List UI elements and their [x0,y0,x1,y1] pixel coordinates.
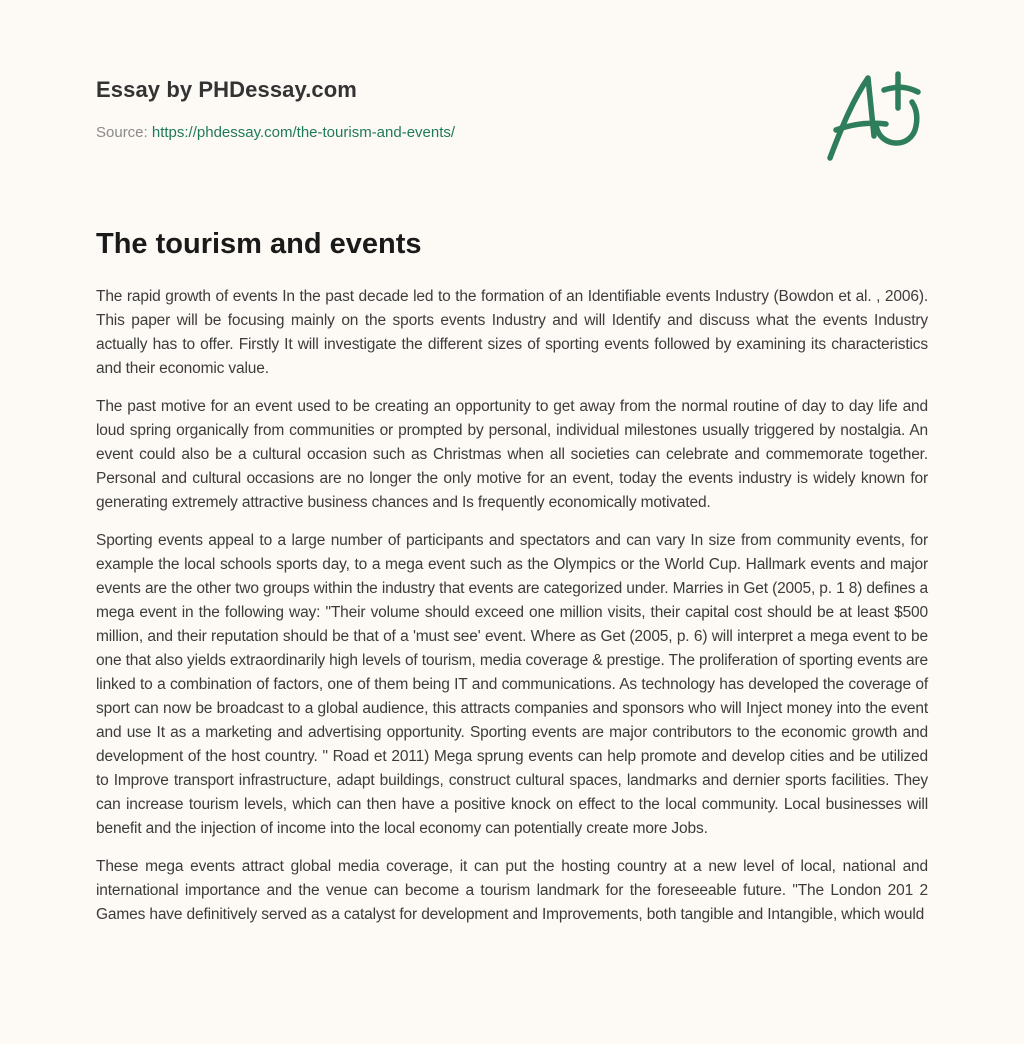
essay-title: The tourism and events [96,228,422,260]
essay-paragraph: Sporting events appeal to a large number of participants and spectators and can vary In size from community events, for example the local schools sports day, to a mega event such as the Olympics or the World Cup. Hallmark events and major events are the other two groups within the industry that events are categorized under. Marries in Get (2005, p. 1 8) defines a mega event in the following way: "Their volume should exceed one million visits, their capital cost should be at least $500 million, and their reputation should be that of a 'must see' event. Where as Get (2005, p. 6) will interpret a mega event to be one that also yields extraordinarily high levels of tourism, media coverage & prestige. The proliferation of sporting events are linked to a combination of factors, one of them being IT and communications. As technology has developed the coverage of sport can now be broadcast to a global audience, this attracts companies and sponsors who will Inject money into the event and use It as a marketing and advertising opportunity. Sporting events are major contributors to the economic growth and development of the host country. " Road et 2011) Mega sprung events can help promote and develop cities and be utilized to Improve transport infrastructure, adapt buildings, construct cultural spaces, landmarks and dernier sports facilities. They can increase tourism levels, which can then have a positive knock on effect to the local community. Local businesses will benefit and the injection of income into the local economy can potentially create more Jobs. [96,532,928,837]
essay-paragraph: These mega events attract global media coverage, it can put the hosting country at a new level of local, national and international importance and the venue can become a tourism landmark for the foreseeable future. "The London 201 2 Games have definitively served as a catalyst for development and Improvements, both tangible and Intangible, which would [96,858,928,923]
essay-body [96,285,928,941]
source-label: Source: [96,124,148,141]
source-line [96,123,696,143]
a-plus-grade-icon [820,66,930,166]
essay-paragraph: The rapid growth of events In the past decade led to the formation of an Identifiable events Industry (Bowdon et al. , 2006). This paper will be focusing mainly on the sports events Industry and will Identify and discuss what the events Industry actually has to offer. Firstly It will investigate the different sizes of sporting events followed by examining its characteristics and their economic value. [96,288,928,377]
page-header [96,76,696,143]
essay-paragraph: The past motive for an event used to be creating an opportunity to get away from the normal routine of day to day life and loud spring organically from communities or prompted by personal, individual milestones usually triggered by nostalgia. An event could also be a cultural occasion such as Christmas when all societies can celebrate and commemorate together. Personal and cultural occasions are no longer the only motive for an event, today the events industry is widely known for generating extremely attractive business chances and Is frequently economically motivated. [96,398,928,511]
source-link[interactable]: https://phdessay.com/the-tourism-and-events/ [151,124,456,141]
site-title: Essay by PHDessay.com [96,77,357,102]
